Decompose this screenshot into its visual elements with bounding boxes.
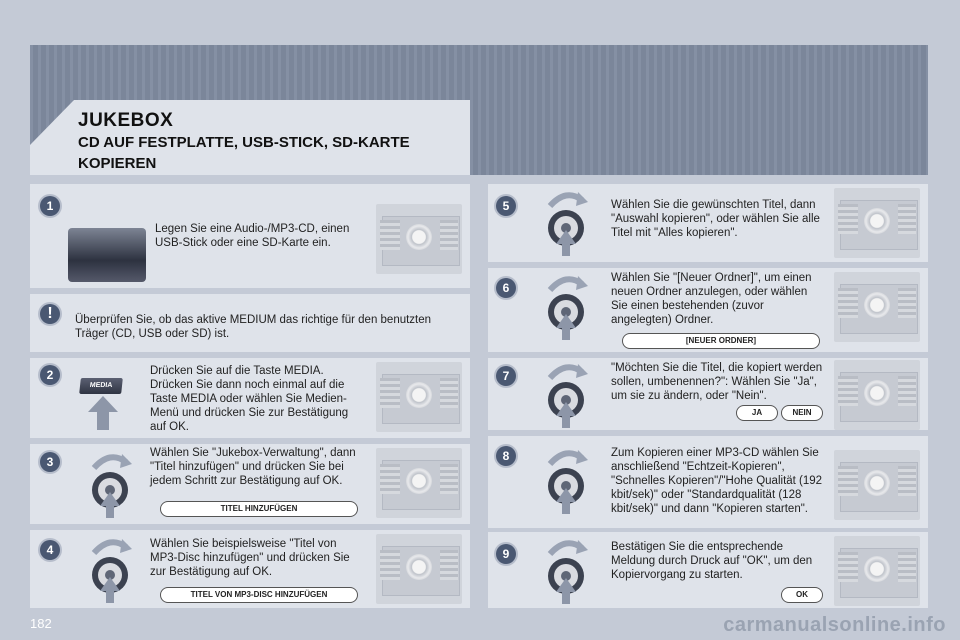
rotary-knob-icon [540, 534, 592, 604]
title-line1: JUKEBOX [78, 110, 174, 131]
rotary-knob-icon [540, 186, 592, 256]
rotary-knob-icon [84, 448, 136, 518]
step-8-badge: 8 [496, 446, 516, 466]
step-1-text: Legen Sie eine Audio-/MP3-CD, einen USB-Stick oder eine SD-Karte ein. [155, 223, 350, 249]
step-4-text: Wählen Sie beispielsweise "Titel von MP3-Disc hinzufügen" und drücken Sie zur Bestätigung auf OK. [150, 538, 350, 578]
step-7-radio-image [834, 360, 920, 430]
rotary-knob-icon [84, 533, 136, 603]
step-6-text: Wählen Sie "[Neuer Ordner]", um einen neuen Ordner anzulegen, oder wählen Sie einen bestehenden (zuvor angelegten) Ordner. [611, 272, 812, 326]
step-3-radio-image [376, 448, 462, 518]
step-6-badge: 6 [496, 278, 516, 298]
step-4-radio-image [376, 534, 462, 604]
page-number: 182 [30, 616, 52, 631]
step-8-text: Zum Kopieren einer MP3-CD wählen Sie anschließend "Echtzeit-Kopieren", "Schnelles Kopieren"/"Hohe Qualität (192 kbit/sek)" oder "Standardqualität (128 kbit/sek)" und dann "Kopieren starten". [611, 447, 823, 515]
step-5-text: Wählen Sie die gewünschten Titel, dann "Auswahl kopieren", oder wählen Sie alle Titel mit "Alles kopieren". [611, 199, 820, 239]
step-2-badge: 2 [40, 365, 60, 385]
step-8-radio-image [834, 450, 920, 520]
ok-button[interactable]: OK [781, 587, 823, 603]
nein-button[interactable]: NEIN [781, 405, 823, 421]
watermark: carmanualsonline.info [723, 614, 946, 636]
rotary-knob-icon [540, 270, 592, 340]
step-7-badge: 7 [496, 366, 516, 386]
step-3-badge: 3 [40, 452, 60, 472]
step-4-badge: 4 [40, 540, 60, 560]
step-9-text: Bestätigen Sie die entsprechende Meldung durch Druck auf "OK", um den Kopiervorgang zu starten. [611, 541, 813, 581]
step-5-badge: 5 [496, 196, 516, 216]
step-6-radio-image [834, 272, 920, 342]
step-9-badge: 9 [496, 544, 516, 564]
step-1-badge: 1 [40, 196, 60, 216]
step-2-text: Drücken Sie auf die Taste MEDIA. Drücken Sie dann noch einmal auf die Taste MEDIA oder wählen Sie Medien-Menü und drücken Sie zur Bestätigung auf OK. [150, 365, 349, 433]
ja-button[interactable]: JA [736, 405, 778, 421]
warning-text: Überprüfen Sie, ob das aktive MEDIUM das richtige für den benutzten Träger (CD, USB oder SD) ist. [75, 314, 432, 340]
step-7-text: "Möchten Sie die Titel, die kopiert werden sollen, umbenennen?": Wählen Sie "Ja", um sie zu ändern, oder "Nein". [611, 362, 823, 402]
step-5-radio-image [834, 188, 920, 258]
step-9-radio-image [834, 536, 920, 606]
step-1-radio-image [376, 204, 462, 274]
title-line2: CD AUF FESTPLATTE, USB-STICK, SD-KARTE KOPIEREN [78, 134, 410, 172]
page-title [78, 110, 458, 174]
rotary-knob-icon [540, 358, 592, 428]
step-2-radio-image [376, 362, 462, 432]
step-3-text: Wählen Sie "Jukebox-Verwaltung", dann "Titel hinzufügen" und drücken Sie bei jedem Schritt zur Bestätigung auf OK. [150, 447, 356, 487]
titel-hinzufuegen-menu-item[interactable]: TITEL HINZUFÜGEN [160, 501, 358, 517]
warning-icon: ! [40, 304, 60, 324]
titel-von-mp3-disc-menu-item[interactable]: TITEL VON MP3-DISC HINZUFÜGEN [160, 587, 358, 603]
media-button-image: MEDIA [79, 378, 123, 394]
cd-player-image [68, 228, 146, 282]
rotary-knob-icon [540, 444, 592, 514]
neuer-ordner-menu-item[interactable]: [NEUER ORDNER] [622, 333, 820, 349]
arrow-up-icon [88, 396, 118, 430]
